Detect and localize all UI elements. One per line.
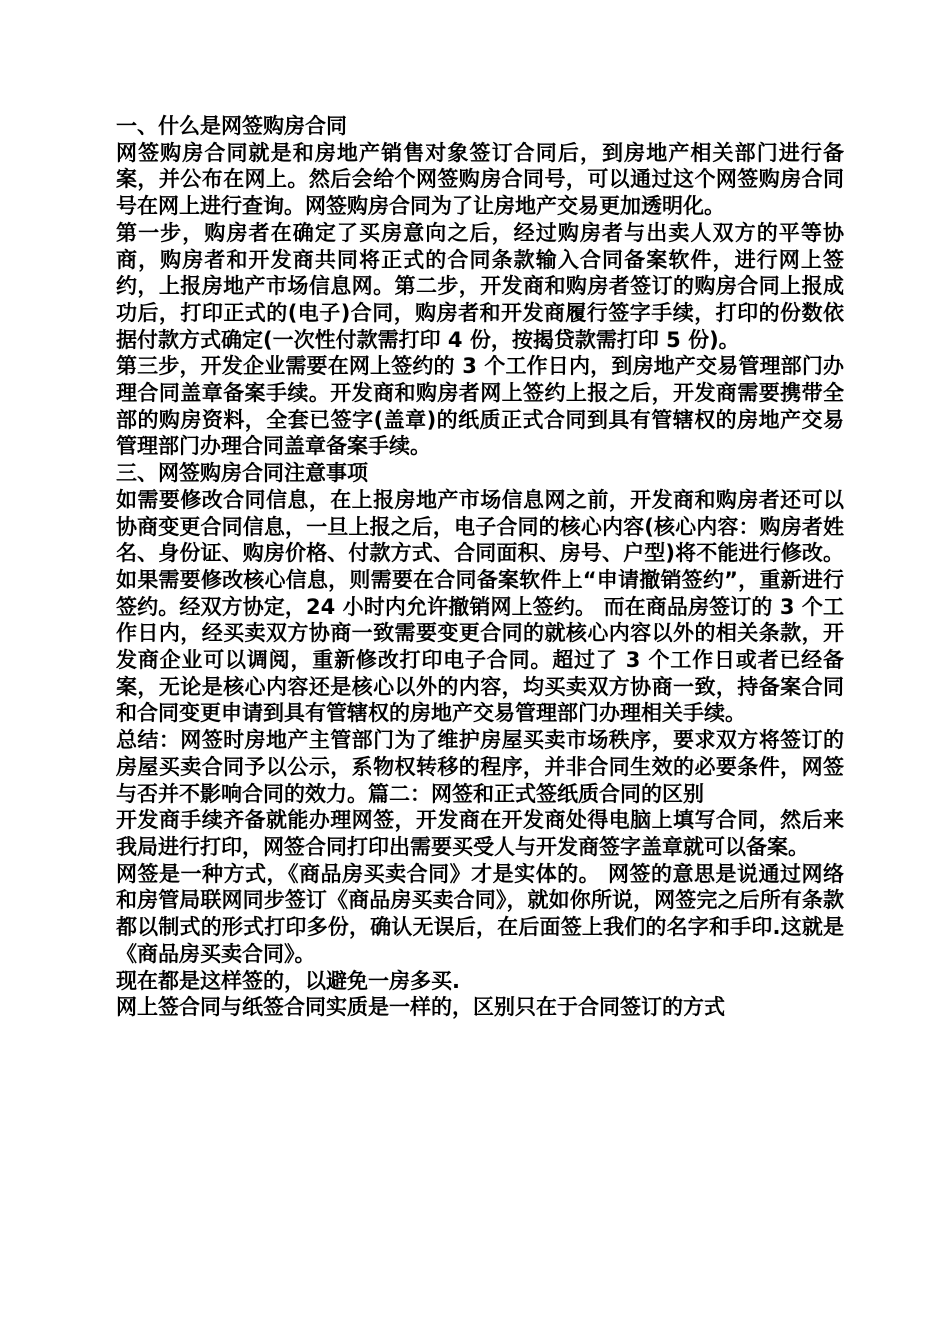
paragraph-avoid: 现在都是这样签的，以避免一房多买. (116, 968, 460, 993)
paragraph-method: 网签是一种方式，《商品房买卖合同》才是实体的。 网签的意思是说通过网络和房管局联网同步签订《商品房买卖合同》，就如你所说，网签完之后所有条款都以制式的形式打印多份，确认无误后，在后面签上我们的名字和手印.这就是《商品房买卖合同》。 (116, 861, 844, 966)
paragraph-step-3: 第三步，开发企业需要在网上签约的 3 个工作日内，到房地产交易管理部门办理合同盖章备案手续。开发商和购房者网上签约上报之后，开发商需要携带全部的购房资料，全套已签字(盖章)的纸质正式合同到具有管辖权的房地产交易管理部门办理合同盖章备案手续。 (116, 354, 844, 459)
paragraph-notes: 如需要修改合同信息，在上报房地产市场信息网之前，开发商和购房者还可以协商变更合同信息，一旦上报之后，电子合同的核心内容(核心内容：购房者姓名、身份证、购房价格、付款方式、合同面积、房号、户型)将不能进行修改。如果需要修改核心信息，则需要在合同备案软件上“申请撤销签约”，重新进行签约。经双方协定，24 小时内允许撤销网上签约。 而在商品房签订的 3 个工作日内，经买卖双方协商一致需要变更合同的就核心内容以外的相关条款，开发商企业可以调阅，重新修改打印电子合同。超过了 3 个工作日或者已经备案，无论是核心内容还是核心以外的内容，均买卖双方协商一致，持备案合同和合同变更申请到具有管辖权的房地产交易管理部门办理相关手续。 (116, 487, 844, 726)
paragraph-definition: 网签购房合同就是和房地产销售对象签订合同后，到房地产相关部门进行备案，并公布在网上。然后会给个网签购房合同号，可以通过这个网签购房合同号在网上进行查询。网签购房合同为了让房地产交易更加透明化。 (116, 140, 844, 219)
document-body (116, 113, 844, 1021)
section-heading-3: 三、网签购房合同注意事项 (116, 461, 368, 486)
paragraph-difference: 网上签合同与纸签合同实质是一样的，区别只在于合同签订的方式 (116, 995, 725, 1020)
paragraph-summary: 总结：网签时房地产主管部门为了维护房屋买卖市场秩序，要求双方将签订的房屋买卖合同予以公示，系物权转移的程序，并非合同生效的必要条件，网签与否并不影响合同的效力。篇二：网签和正式签纸质合同的区别 (116, 728, 844, 806)
paragraph-steps-1-2: 第一步，购房者在确定了买房意向之后，经过购房者与出卖人双方的平等协商，购房者和开发商共同将正式的合同条款输入合同备案软件，进行网上签约，上报房地产市场信息网。第二步，开发商和购房者签订的购房合同上报成功后，打印正式的(电子)合同，购房者和开发商履行签字手续，打印的份数依据付款方式确定(一次性付款需打印 4 份，按揭贷款需打印 5 份)。 (116, 220, 844, 352)
paragraph-developer: 开发商手续齐备就能办理网签，开发商在开发商处得电脑上填写合同，然后来我局进行打印，网签合同打印出需要买受人与开发商签字盖章就可以备案。 (116, 808, 844, 859)
section-heading-1: 一、什么是网签购房合同 (116, 114, 347, 138)
